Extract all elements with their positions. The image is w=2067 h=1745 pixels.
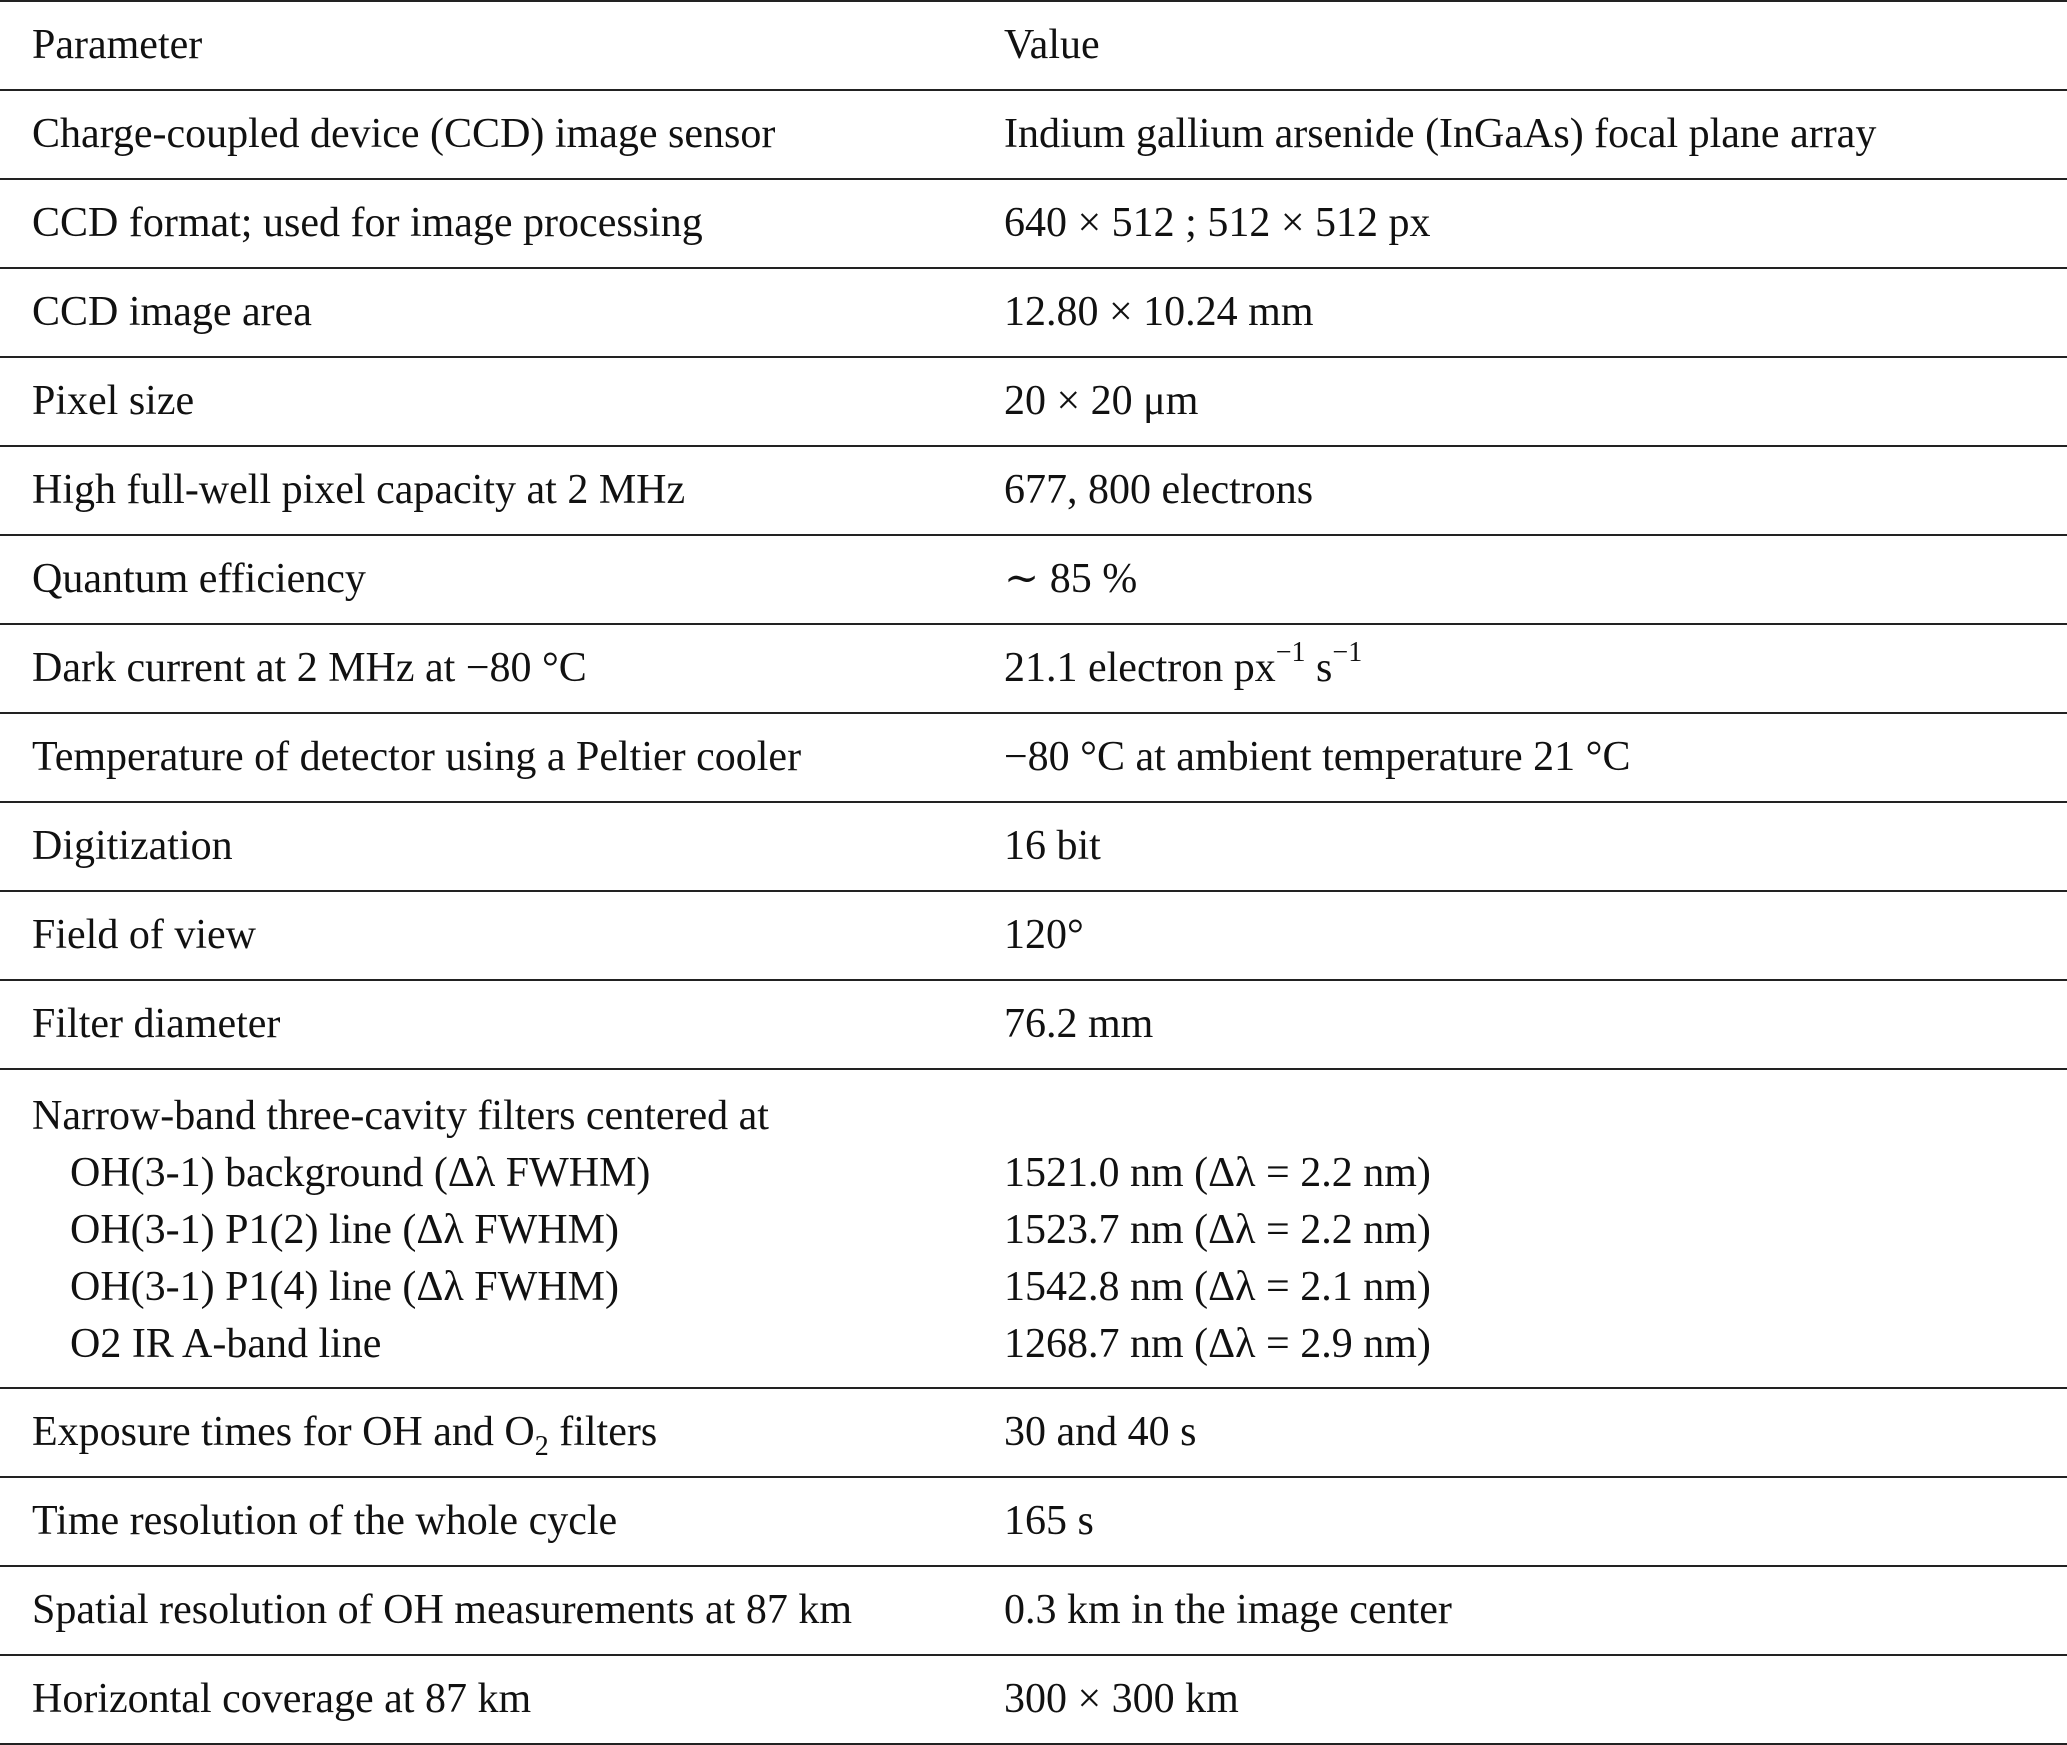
value-exponent: −1 [1275, 637, 1306, 668]
row-parameter: Time resolution of the whole cycle [32, 1498, 618, 1544]
header-parameter: Parameter [32, 22, 203, 68]
filters-title: Narrow-band three-cavity filters centered at [32, 1093, 769, 1139]
row-parameter [0, 1404, 972, 1461]
row-value: 300 × 300 km [1004, 1676, 1239, 1722]
table-row [0, 1656, 2067, 1745]
value-unit: s [1305, 645, 1333, 691]
filter-item-value: 1542.8 nm (Δλ = 2.1 nm) [1004, 1264, 1431, 1310]
row-value: 20 × 20 μm [1004, 378, 1199, 424]
row-parameter: Quantum efficiency [32, 556, 366, 602]
filters-value-column [972, 1088, 2067, 1369]
row-parameter: Filter diameter [32, 1001, 281, 1047]
row-value: 677, 800 electrons [1004, 467, 1314, 513]
table-row [0, 1389, 2067, 1478]
row-value: 12.80 × 10.24 mm [1004, 289, 1314, 335]
header-value: Value [1004, 22, 1100, 68]
filter-item-parameter: OH(3-1) P1(4) line (Δλ FWHM) [70, 1264, 619, 1310]
row-parameter: Temperature of detector using a Peltier cooler [32, 734, 802, 780]
filter-item-parameter: OH(3-1) background (Δλ FWHM) [70, 1150, 651, 1196]
filter-item-value: 1521.0 nm (Δλ = 2.2 nm) [1004, 1150, 1431, 1196]
filters-value-spacer [1004, 1088, 2067, 1145]
param-subscript: 2 [534, 1431, 549, 1462]
filter-item-value: 1523.7 nm (Δλ = 2.2 nm) [1004, 1207, 1431, 1253]
value-main: 21.1 electron px [1004, 645, 1276, 691]
table-row [0, 1567, 2067, 1656]
row-parameter: CCD image area [32, 289, 312, 335]
row-value: 76.2 mm [1004, 1001, 1154, 1047]
row-value: ∼ 85 % [1004, 556, 1138, 602]
table-row [0, 447, 2067, 536]
row-parameter: Dark current at 2 MHz at −80 °C [32, 645, 587, 691]
param-main: Exposure times for OH and O [32, 1409, 535, 1455]
table-row [0, 269, 2067, 358]
table-row [0, 91, 2067, 180]
filter-item-parameter: OH(3-1) P1(2) line (Δλ FWHM) [70, 1207, 619, 1253]
row-value: 30 and 40 s [1004, 1409, 1197, 1455]
row-value: 165 s [1004, 1498, 1094, 1544]
row-parameter: Charge-coupled device (CCD) image sensor [32, 111, 776, 157]
table-row [0, 714, 2067, 803]
row-value: 16 bit [1004, 823, 1101, 869]
table-header-row [0, 2, 2067, 91]
filters-row [0, 1070, 2067, 1389]
param-tail: filters [548, 1409, 658, 1455]
row-value: 0.3 km in the image center [1004, 1587, 1452, 1633]
table-row [0, 892, 2067, 981]
row-parameter: Horizontal coverage at 87 km [32, 1676, 532, 1722]
table-row [0, 981, 2067, 1070]
row-parameter: CCD format; used for image processing [32, 200, 703, 246]
table-row [0, 180, 2067, 269]
filter-item-parameter: O2 IR A-band line [70, 1321, 382, 1367]
row-value [972, 637, 2067, 697]
value-exponent: −1 [1332, 637, 1363, 668]
table-row [0, 536, 2067, 625]
filters-parameter-column [0, 1088, 972, 1369]
row-value: Indium gallium arsenide (InGaAs) focal plane array [1004, 111, 1877, 157]
row-value: 640 × 512 ; 512 × 512 px [1004, 200, 1431, 246]
filter-item-value: 1268.7 nm (Δλ = 2.9 nm) [1004, 1321, 1431, 1367]
row-parameter: Spatial resolution of OH measurements at 87 km [32, 1587, 853, 1633]
row-parameter: Pixel size [32, 378, 195, 424]
row-value: 120° [1004, 912, 1084, 958]
table-row [0, 625, 2067, 714]
row-parameter: Digitization [32, 823, 233, 869]
row-value: −80 °C at ambient temperature 21 °C [1004, 734, 1631, 780]
table-row [0, 803, 2067, 892]
row-parameter: High full-well pixel capacity at 2 MHz [32, 467, 686, 513]
table-row [0, 358, 2067, 447]
table-row [0, 1478, 2067, 1567]
row-parameter: Field of view [32, 912, 256, 958]
